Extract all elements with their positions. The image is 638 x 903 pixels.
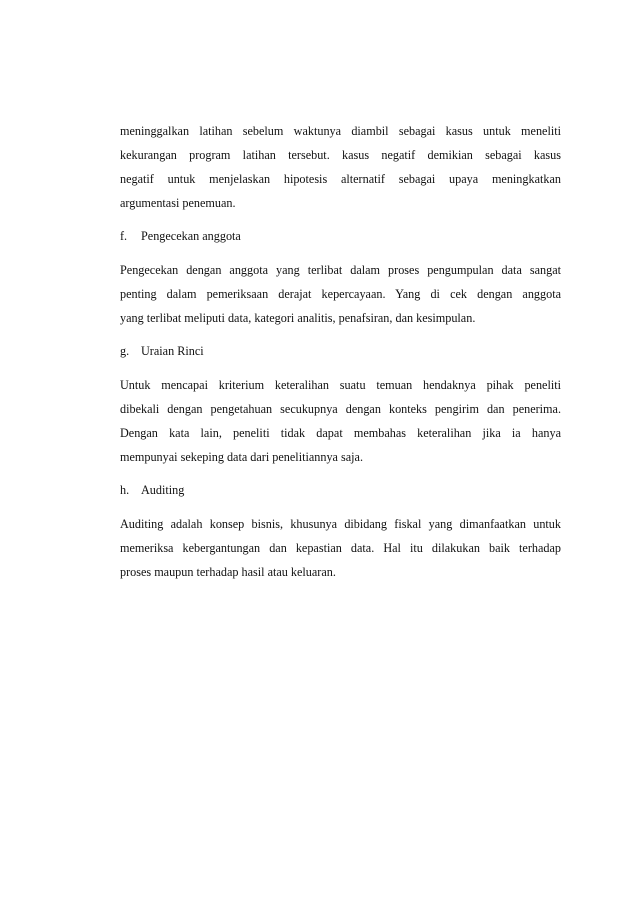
paragraph-negative-cases	[120, 119, 561, 215]
paragraph-line: Untuk mencapai kriterium keteralihan suatu temuan hendaknya pihak peneliti	[120, 378, 561, 392]
paragraph-line: proses maupun terhadap hasil atau keluaran.	[120, 565, 336, 579]
heading-auditing	[120, 478, 561, 502]
paragraph-member-check	[120, 258, 561, 330]
paragraph-line: penting dalam pemeriksaan derajat kepercayaan. Yang di cek dengan anggota	[120, 287, 561, 301]
paragraph-line: mempunyai sekeping data dari penelitiannya saja.	[120, 450, 363, 464]
paragraph-line: memeriksa kebergantungan dan kepastian data. Hal itu dilakukan baik terhadap	[120, 541, 561, 555]
paragraph-line: argumentasi penemuan.	[120, 196, 236, 210]
paragraph-line: Dengan kata lain, peneliti tidak dapat membahas keteralihan jika ia hanya	[120, 426, 561, 440]
paragraph-line: kekurangan program latihan tersebut. kasus negatif demikian sebagai kasus	[120, 148, 561, 162]
heading-title: Auditing	[141, 483, 185, 497]
paragraph-auditing	[120, 512, 561, 584]
paragraph-line: Auditing adalah konsep bisnis, khusunya dibidang fiskal yang dimanfaatkan untuk	[120, 517, 561, 531]
paragraph-line: Pengecekan dengan anggota yang terlibat dalam proses pengumpulan data sangat	[120, 263, 561, 277]
heading-detailed-description	[120, 339, 561, 363]
heading-marker: f.	[120, 229, 128, 243]
heading-title: Uraian Rinci	[141, 344, 204, 358]
heading-member-check	[120, 224, 561, 248]
paragraph-line: meninggalkan latihan sebelum waktunya diambil sebagai kasus untuk meneliti	[120, 124, 561, 138]
heading-marker: h.	[120, 483, 130, 497]
heading-title: Pengecekan anggota	[141, 229, 241, 243]
paragraph-detailed-description	[120, 373, 561, 469]
paragraph-line: negatif untuk menjelaskan hipotesis alternatif sebagai upaya meningkatkan	[120, 172, 561, 186]
heading-marker: g.	[120, 344, 130, 358]
paragraph-line: dibekali dengan pengetahuan secukupnya dengan konteks pengirim dan penerima.	[120, 402, 561, 416]
document-body	[120, 119, 561, 584]
paragraph-line: yang terlibat meliputi data, kategori analitis, penafsiran, dan kesimpulan.	[120, 311, 476, 325]
